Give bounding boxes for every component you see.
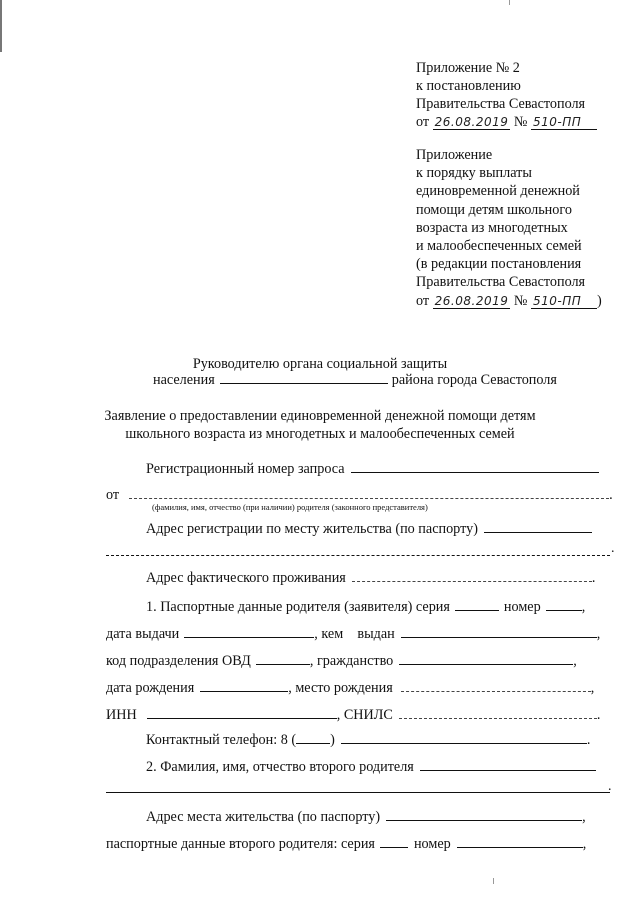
appendix-line: Приложение № 2 <box>416 60 520 76</box>
registration-number-label: Регистрационный номер запроса <box>146 460 345 477</box>
number-sign: № <box>513 292 528 309</box>
from-label: от <box>416 114 430 130</box>
order-line: Приложение <box>416 147 493 163</box>
close-paren: ) <box>597 292 602 309</box>
issue-date-label: дата выдачи <box>106 625 180 642</box>
addressee-district-line <box>153 369 557 387</box>
registration-number-field[interactable] <box>351 471 599 473</box>
second-parent-number-label: номер <box>413 835 451 852</box>
appendix-line: к постановлению <box>416 78 521 94</box>
inn-field[interactable] <box>147 717 337 719</box>
order-line: к порядку выплаты <box>416 165 532 182</box>
addressee-line: Руководителю органа социальной защиты <box>192 356 448 372</box>
line-end: , <box>590 679 595 696</box>
citizenship-field[interactable] <box>399 663 573 665</box>
inn-row <box>106 704 600 722</box>
phone-code-field[interactable] <box>296 742 330 744</box>
inn-label: ИНН <box>106 706 137 723</box>
order-line: Правительства Севастополя <box>416 274 586 291</box>
line-end: . <box>609 486 613 503</box>
division-code-label: код подразделения ОВД <box>106 652 251 669</box>
snils-label: , СНИЛС <box>336 706 393 723</box>
line-end: . <box>591 569 596 586</box>
snils-field[interactable] <box>399 717 597 719</box>
line-end: , <box>581 598 586 615</box>
line-end: . <box>611 541 615 556</box>
line-end: . <box>608 779 612 794</box>
applicant-row <box>106 484 613 502</box>
appendix-block <box>416 59 597 131</box>
second-parent-number-field[interactable] <box>457 846 583 848</box>
order-date-line <box>416 292 602 310</box>
appendix-date-line <box>416 113 597 131</box>
handwritten-date: 26.08.2019 <box>434 115 509 129</box>
order-line: возраста из многодетных <box>416 219 568 236</box>
handwritten-date: 26.08.2019 <box>434 293 509 308</box>
birth-place-label: , место рождения <box>288 679 393 696</box>
second-parent-passport-row <box>106 833 586 851</box>
registration-number-row <box>146 458 599 476</box>
line-end: , <box>596 625 601 642</box>
second-parent-name-continuation[interactable] <box>106 792 610 793</box>
scan-tick-mark <box>493 878 494 884</box>
document-title: Заявление о предоставлении единовременной денежной помощи детям <box>104 408 536 424</box>
order-line: и малообеспеченных семей <box>416 237 582 254</box>
phone-label: Контактный телефон: 8 ( <box>146 731 297 748</box>
registration-address-label: Адрес регистрации по месту жительства (по паспорту) <box>146 520 478 537</box>
issue-date-field[interactable] <box>184 636 314 638</box>
handwritten-number: 510-ПП <box>531 116 597 130</box>
registration-address-field[interactable] <box>484 531 592 533</box>
birth-date-label: дата рождения <box>106 679 195 696</box>
registration-address-row <box>146 518 592 536</box>
actual-address-label: Адрес фактического проживания <box>146 569 346 586</box>
addressee-prefix: населения <box>153 371 215 388</box>
passport-series-field[interactable] <box>455 609 499 611</box>
birth-place-field[interactable] <box>401 690 591 692</box>
from-label: от <box>416 292 430 309</box>
handwritten-number: 510-ПП <box>531 295 597 309</box>
birth-date-field[interactable] <box>200 690 288 692</box>
scan-margin-mark <box>0 0 2 52</box>
line-end: , <box>582 835 587 852</box>
applicant-caption: (фамилия, имя, отчество (при наличии) родителя (законного представителя) <box>152 502 428 512</box>
appendix-line: Правительства Севастополя <box>416 96 586 112</box>
issue-row <box>106 623 600 641</box>
second-parent-name-field[interactable] <box>420 769 596 771</box>
issued-by-label: , кем выдан <box>314 625 395 642</box>
scan-tick-mark <box>509 0 510 5</box>
second-parent-address-field[interactable] <box>386 819 582 821</box>
division-row <box>106 650 577 668</box>
issued-by-field[interactable] <box>401 636 597 638</box>
order-line: единовременной денежной <box>416 183 580 200</box>
applicant-name-field[interactable] <box>129 497 609 499</box>
line-end: , <box>573 652 577 669</box>
registration-address-continuation[interactable] <box>106 555 610 556</box>
line-end: , <box>582 808 586 825</box>
number-sign: № <box>513 114 528 130</box>
from-label: от <box>106 486 120 503</box>
phone-close-paren: ) <box>330 731 335 748</box>
order-line: помощи детям школьного <box>416 201 572 218</box>
actual-address-row <box>146 567 595 585</box>
district-field[interactable] <box>220 382 388 384</box>
document-subtitle: школьного возраста из многодетных и малообеспеченных семей <box>125 426 515 442</box>
order-appendix-block <box>416 146 602 310</box>
line-end: . <box>596 706 601 723</box>
second-parent-row <box>146 756 596 774</box>
second-parent-passport-label: паспортные данные второго родителя: серия <box>106 835 375 852</box>
passport-number-field[interactable] <box>546 609 582 611</box>
birth-row <box>106 677 594 695</box>
phone-number-field[interactable] <box>341 742 587 744</box>
phone-row <box>146 729 590 747</box>
passport-row <box>146 596 585 614</box>
second-parent-series-field[interactable] <box>380 846 408 848</box>
order-line: (в редакции постановления <box>416 256 582 273</box>
second-parent-label: 2. Фамилия, имя, отчество второго родителя <box>146 758 414 775</box>
addressee-suffix: района города Севастополя <box>391 371 557 388</box>
passport-label: 1. Паспортные данные родителя (заявителя) серия <box>146 598 450 615</box>
second-parent-address-label: Адрес места жительства (по паспорту) <box>146 808 381 825</box>
second-parent-address-row <box>146 806 586 824</box>
passport-number-label: номер <box>503 598 541 615</box>
actual-address-field[interactable] <box>352 580 592 582</box>
line-end: . <box>586 731 591 748</box>
citizenship-label: , гражданство <box>309 652 394 669</box>
division-code-field[interactable] <box>256 663 310 665</box>
